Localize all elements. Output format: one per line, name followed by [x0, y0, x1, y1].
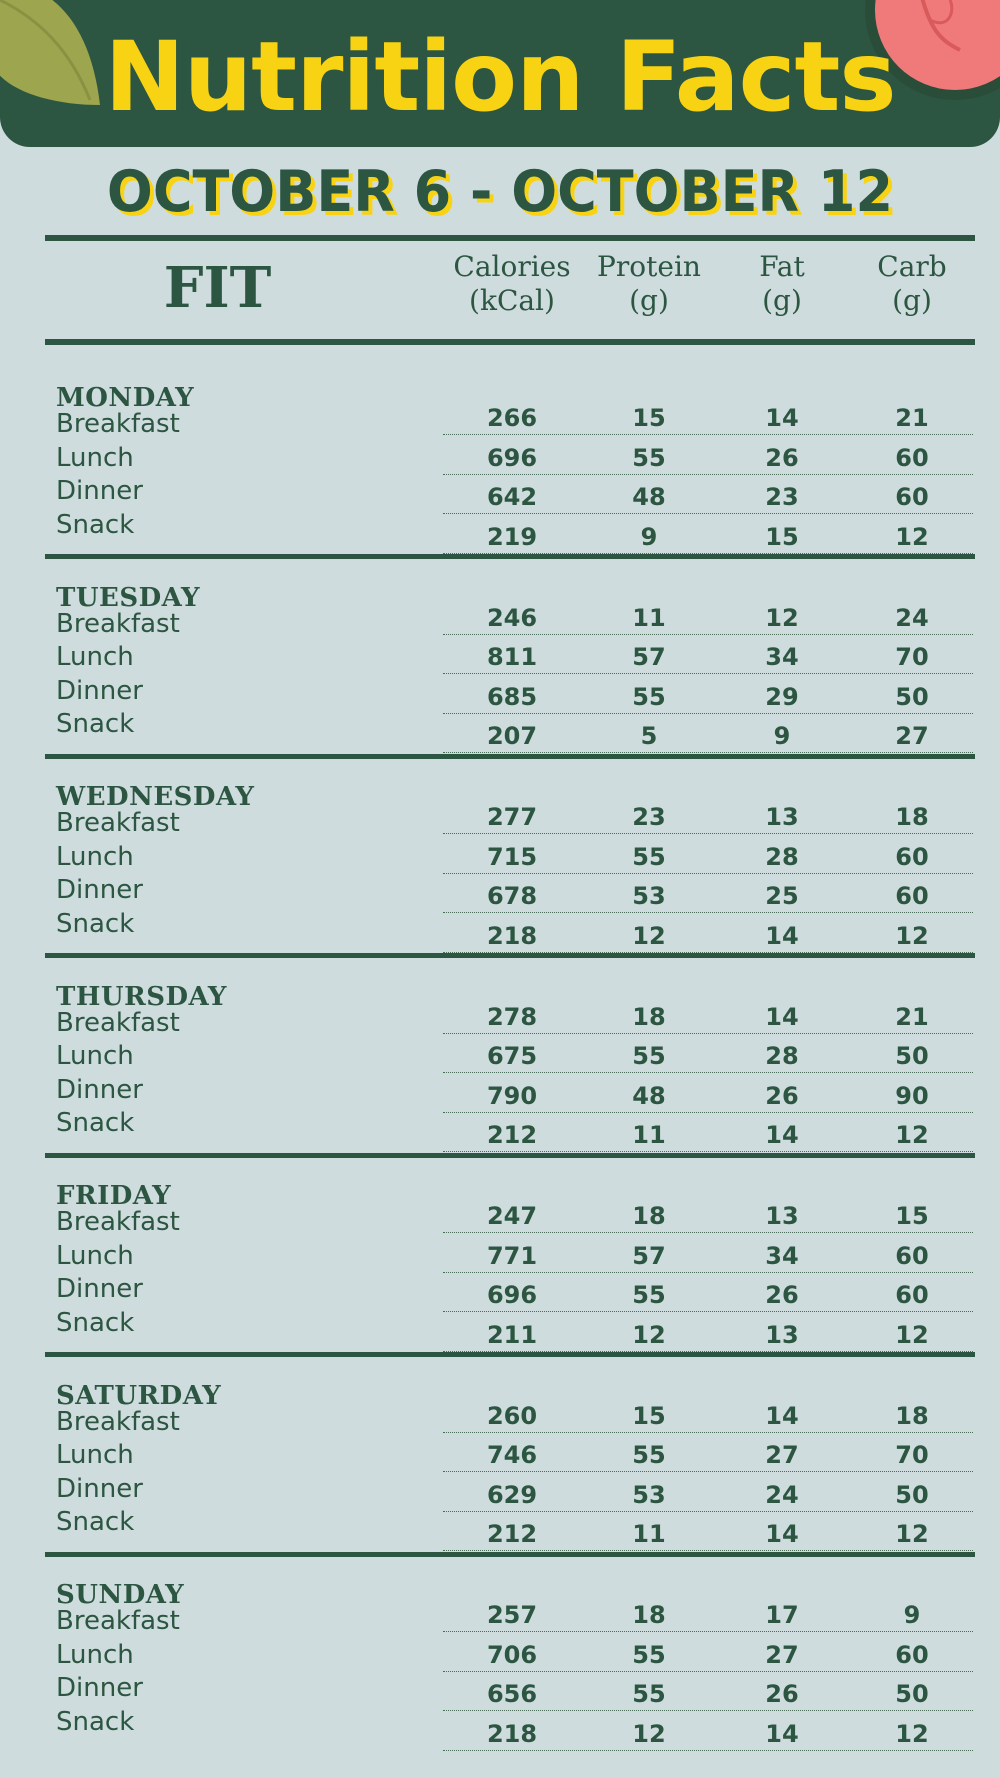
column-header-line1: Calories [453, 250, 571, 283]
meal-label-breakfast: Breakfast [56, 1606, 180, 1636]
value-protein: 55 [632, 842, 666, 871]
value-carb: 15 [895, 1202, 929, 1230]
column-header-protein [579, 250, 719, 318]
value-protein: 12 [632, 1320, 666, 1349]
value-fat: 14 [765, 921, 799, 950]
row-divider [443, 1471, 973, 1472]
value-carb: 21 [895, 1002, 929, 1031]
value-protein: 15 [632, 1401, 666, 1430]
value-calories: 790 [486, 1081, 538, 1110]
value-fat: 26 [765, 1281, 799, 1309]
value-calories: 212 [486, 1520, 538, 1548]
value-calories: 642 [486, 483, 538, 511]
value-fat: 17 [765, 1601, 799, 1629]
meal-label-dinner: Dinner [56, 675, 143, 706]
value-protein: 55 [632, 682, 666, 711]
value-protein: 48 [632, 483, 666, 511]
value-fat: 29 [765, 682, 799, 711]
value-carb: 21 [895, 404, 929, 432]
value-calories: 706 [486, 1640, 538, 1669]
value-carb: 60 [895, 1640, 929, 1669]
meal-label-breakfast: Breakfast [56, 409, 180, 439]
row-divider [443, 634, 973, 635]
value-fat: 14 [765, 1719, 799, 1748]
day-name: MONDAY [56, 383, 195, 413]
meal-label-snack: Snack [56, 908, 135, 939]
day-section-friday [0, 1155, 1000, 1353]
value-fat: 23 [765, 483, 799, 511]
value-fat: 15 [765, 522, 799, 551]
value-protein: 55 [632, 1441, 666, 1469]
value-fat: 28 [765, 1042, 799, 1070]
day-name: TUESDAY [56, 582, 201, 613]
column-header-line1: Carb [877, 250, 947, 283]
column-header-calories [442, 250, 582, 318]
value-calories: 257 [486, 1601, 538, 1629]
value-protein: 55 [632, 1640, 666, 1669]
value-carb: 50 [895, 1480, 929, 1509]
day-name: SATURDAY [56, 1380, 222, 1411]
value-carb: 18 [895, 803, 929, 831]
meal-label-breakfast: Breakfast [56, 1207, 180, 1237]
value-fat: 13 [765, 1202, 799, 1230]
column-header-unit: (g) [762, 284, 802, 317]
value-calories: 247 [486, 1202, 538, 1230]
value-protein: 55 [632, 1680, 666, 1708]
day-section-thursday [0, 956, 1000, 1154]
value-protein: 18 [632, 1601, 666, 1629]
meal-label-dinner: Dinner [56, 1274, 143, 1304]
meal-label-lunch: Lunch [56, 1639, 134, 1670]
header-bottom-rule [45, 339, 975, 345]
value-carb: 60 [895, 1281, 929, 1309]
row-divider [443, 1272, 973, 1273]
value-carb: 24 [895, 603, 929, 632]
value-protein: 55 [632, 1042, 666, 1070]
day-name: WEDNESDAY [56, 782, 255, 812]
day-section-monday [0, 357, 1000, 555]
value-carb: 18 [895, 1401, 929, 1430]
value-protein: 53 [632, 1480, 666, 1509]
day-name: SUNDAY [56, 1580, 185, 1610]
value-fat: 13 [765, 1320, 799, 1349]
value-calories: 218 [486, 1719, 538, 1748]
row-divider [443, 1311, 973, 1312]
value-fat: 14 [765, 1520, 799, 1548]
value-protein: 18 [632, 1202, 666, 1230]
value-carb: 12 [895, 1320, 929, 1349]
column-header-fat [712, 250, 852, 318]
value-fat: 14 [765, 1121, 799, 1149]
row-divider [443, 1631, 973, 1632]
value-protein: 11 [632, 603, 666, 632]
row-divider [443, 1671, 973, 1672]
meal-label-breakfast: Breakfast [56, 808, 180, 838]
meal-label-lunch: Lunch [56, 442, 134, 473]
value-protein: 57 [632, 643, 666, 671]
value-calories: 811 [486, 643, 538, 671]
value-calories: 211 [486, 1320, 538, 1349]
value-protein: 23 [632, 803, 666, 831]
value-calories: 266 [486, 404, 538, 432]
meal-label-snack: Snack [56, 709, 135, 739]
meal-label-breakfast: Breakfast [56, 608, 180, 639]
value-protein: 57 [632, 1241, 666, 1270]
meal-label-breakfast: Breakfast [56, 1007, 180, 1038]
value-calories: 207 [486, 722, 538, 750]
value-calories: 656 [486, 1680, 538, 1708]
row-divider [443, 474, 973, 475]
value-calories: 696 [486, 1281, 538, 1309]
meal-label-dinner: Dinner [56, 1074, 143, 1105]
row-divider [443, 1112, 973, 1113]
value-fat: 26 [765, 443, 799, 472]
meal-label-dinner: Dinner [56, 1473, 143, 1504]
value-carb: 50 [895, 1042, 929, 1070]
value-carb: 27 [895, 722, 929, 750]
column-header-unit: (g) [892, 284, 932, 317]
value-protein: 53 [632, 882, 666, 910]
value-protein: 9 [640, 522, 658, 551]
row-divider [443, 1750, 973, 1751]
value-protein: 55 [632, 1281, 666, 1309]
value-calories: 219 [486, 522, 538, 551]
value-carb: 12 [895, 1121, 929, 1149]
row-divider [443, 673, 973, 674]
value-calories: 260 [486, 1401, 538, 1430]
day-section-wednesday [0, 756, 1000, 954]
row-divider [443, 1033, 973, 1034]
row-divider [443, 873, 973, 874]
row-divider [443, 713, 973, 714]
meal-label-snack: Snack [56, 1706, 135, 1737]
value-protein: 5 [640, 722, 658, 750]
column-header-unit: (kCal) [469, 284, 555, 317]
value-carb: 50 [895, 1680, 929, 1708]
meal-label-lunch: Lunch [56, 1041, 134, 1071]
row-divider [443, 513, 973, 514]
plan-label: FIT [163, 255, 272, 321]
value-carb: 60 [895, 443, 929, 472]
row-divider [443, 1710, 973, 1711]
value-protein: 12 [632, 921, 666, 950]
value-protein: 11 [632, 1520, 666, 1548]
value-carb: 12 [895, 522, 929, 551]
value-calories: 685 [486, 682, 538, 711]
value-calories: 771 [486, 1241, 538, 1270]
week-label: OCTOBER 6 - OCTOBER 12 [106, 158, 894, 225]
value-protein: 12 [632, 1719, 666, 1748]
value-fat: 26 [765, 1081, 799, 1110]
value-fat: 34 [765, 1241, 799, 1270]
value-fat: 28 [765, 842, 799, 871]
day-name: THURSDAY [56, 981, 227, 1012]
meal-label-dinner: Dinner [56, 476, 143, 506]
value-carb: 90 [895, 1081, 929, 1110]
value-protein: 48 [632, 1081, 666, 1110]
value-fat: 14 [765, 1002, 799, 1031]
day-section-tuesday [0, 557, 1000, 755]
meal-label-lunch: Lunch [56, 642, 134, 672]
page-title: Nutrition Facts [104, 21, 896, 133]
value-protein: 15 [632, 404, 666, 432]
value-fat: 14 [765, 404, 799, 432]
value-protein: 11 [632, 1121, 666, 1149]
meal-label-dinner: Dinner [56, 875, 143, 905]
value-calories: 218 [486, 921, 538, 950]
value-fat: 34 [765, 643, 799, 671]
meal-label-dinner: Dinner [56, 1673, 143, 1703]
column-header-carb [842, 250, 982, 318]
value-carb: 60 [895, 1241, 929, 1270]
value-calories: 277 [486, 803, 538, 831]
value-carb: 9 [903, 1601, 921, 1629]
header-top-rule [45, 235, 975, 241]
row-divider [443, 1432, 973, 1433]
value-carb: 12 [895, 1520, 929, 1548]
meal-label-snack: Snack [56, 1108, 135, 1138]
meal-label-lunch: Lunch [56, 1440, 134, 1470]
value-protein: 18 [632, 1002, 666, 1031]
day-name: FRIDAY [56, 1181, 172, 1211]
value-fat: 14 [765, 1401, 799, 1430]
value-calories: 715 [486, 842, 538, 871]
row-divider [443, 434, 973, 435]
value-fat: 27 [765, 1640, 799, 1669]
value-fat: 9 [773, 722, 791, 750]
value-protein: 55 [632, 443, 666, 472]
value-calories: 278 [486, 1002, 538, 1031]
value-carb: 60 [895, 882, 929, 910]
value-calories: 629 [486, 1480, 538, 1509]
value-carb: 50 [895, 682, 929, 711]
meal-label-breakfast: Breakfast [56, 1406, 180, 1437]
value-carb: 12 [895, 921, 929, 950]
value-fat: 24 [765, 1480, 799, 1509]
value-carb: 60 [895, 483, 929, 511]
day-section-saturday [0, 1355, 1000, 1553]
value-fat: 26 [765, 1680, 799, 1708]
value-fat: 27 [765, 1441, 799, 1469]
meal-label-lunch: Lunch [56, 841, 134, 872]
value-calories: 696 [486, 443, 538, 472]
row-divider [443, 1511, 973, 1512]
header-banner [0, 0, 1000, 147]
value-fat: 25 [765, 882, 799, 910]
value-fat: 12 [765, 603, 799, 632]
value-carb: 60 [895, 842, 929, 871]
column-header-line1: Protein [597, 250, 701, 283]
value-carb: 70 [895, 1441, 929, 1469]
meal-label-snack: Snack [56, 509, 135, 540]
row-divider [443, 912, 973, 913]
value-carb: 12 [895, 1719, 929, 1748]
value-calories: 246 [486, 603, 538, 632]
value-calories: 678 [486, 882, 538, 910]
value-calories: 746 [486, 1441, 538, 1469]
column-header-unit: (g) [629, 284, 669, 317]
row-divider [443, 1232, 973, 1233]
value-carb: 70 [895, 643, 929, 671]
row-divider [443, 833, 973, 834]
column-header-line1: Fat [759, 250, 805, 283]
value-calories: 212 [486, 1121, 538, 1149]
row-divider [443, 1072, 973, 1073]
meal-label-snack: Snack [56, 1507, 135, 1537]
day-section-sunday [0, 1554, 1000, 1752]
value-fat: 13 [765, 803, 799, 831]
value-calories: 675 [486, 1042, 538, 1070]
meal-label-snack: Snack [56, 1307, 135, 1338]
meal-label-lunch: Lunch [56, 1240, 134, 1271]
